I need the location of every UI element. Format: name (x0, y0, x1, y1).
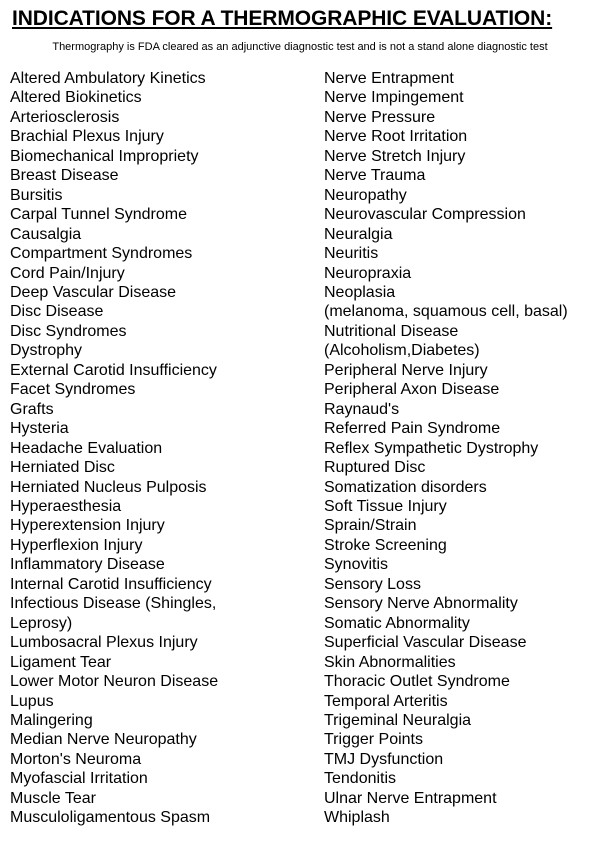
indication-item: Reflex Sympathetic Dystrophy (324, 439, 539, 457)
indication-item: Muscle Tear (10, 789, 96, 807)
indication-item: Lupus (10, 692, 54, 710)
indication-item: Facet Syndromes (10, 381, 136, 399)
indication-item: Lower Motor Neuron Disease (10, 673, 219, 691)
page-title: INDICATIONS FOR A THERMOGRAPHIC EVALUATION: (12, 7, 553, 30)
indication-item: Lumbosacral Plexus Injury (10, 634, 198, 652)
indication-item: Deep Vascular Disease (10, 283, 177, 301)
indication-item: Raynaud's (324, 400, 400, 418)
indication-item: Synovitis (324, 556, 389, 574)
indication-item: Grafts (10, 400, 54, 418)
indication-item: Peripheral Axon Disease (324, 381, 500, 399)
indication-item: Hyperaesthesia (10, 497, 122, 515)
indication-item: Infectious Disease (Shingles, (10, 595, 217, 613)
indication-item: Soft Tissue Injury (324, 497, 447, 515)
indication-item: Peripheral Nerve Injury (324, 361, 488, 379)
indication-item: Neuropathy (324, 186, 407, 204)
indication-item: Altered Biokinetics (10, 89, 142, 107)
indication-item: Neuritis (324, 245, 379, 263)
indication-item: Neuralgia (324, 225, 393, 243)
right-indications-list (324, 69, 596, 828)
indication-item: Thoracic Outlet Syndrome (324, 673, 510, 691)
indication-item: Internal Carotid Insufficiency (10, 575, 212, 593)
indication-item: Hysteria (10, 420, 69, 438)
indication-item: Nutritional Disease (324, 322, 459, 340)
indication-item: Ligament Tear (10, 653, 112, 671)
indication-item: Referred Pain Syndrome (324, 420, 501, 438)
indication-item: Nerve Impingement (324, 89, 464, 107)
indication-item: Ulnar Nerve Entrapment (324, 789, 497, 807)
indication-item: Somatization disorders (324, 478, 487, 496)
disclaimer-subtitle: Thermography is FDA cleared as an adjunctive diagnostic test and is not a stand alone diagnostic test (52, 41, 548, 53)
indication-item: Nerve Trauma (324, 167, 426, 185)
indication-item: Neurovascular Compression (324, 206, 526, 224)
indication-item: Temporal Arteritis (324, 692, 448, 710)
indication-item: Nerve Pressure (324, 108, 436, 126)
indication-item: Sensory Nerve Abnormality (324, 595, 518, 613)
indication-item: Disc Disease (10, 303, 104, 321)
indication-item: Compartment Syndromes (10, 245, 193, 263)
indication-item: Malingering (10, 711, 93, 729)
indication-item: Neuropraxia (324, 264, 412, 282)
indication-item: Tendonitis (324, 770, 397, 788)
left-indications-list (10, 69, 310, 828)
indication-item: Leprosy) (10, 614, 73, 632)
indication-item: Biomechanical Impropriety (10, 147, 199, 165)
indication-item: Musculoligamentous Spasm (10, 809, 211, 827)
indication-item: Stroke Screening (324, 536, 447, 554)
indication-item: (Alcoholism,Diabetes) (324, 342, 480, 360)
indication-item: Headache Evaluation (10, 439, 163, 457)
indication-item: Brachial Plexus Injury (10, 128, 164, 146)
indication-item: Arteriosclerosis (10, 108, 120, 126)
indication-item: Carpal Tunnel Syndrome (10, 206, 187, 224)
indication-item: Disc Syndromes (10, 322, 127, 340)
indication-item: Inflammatory Disease (10, 556, 165, 574)
indication-item: Trigeminal Neuralgia (324, 711, 472, 729)
indication-item: Hyperflexion Injury (10, 536, 143, 554)
indication-item: Trigger Points (324, 731, 423, 749)
indication-item: Nerve Entrapment (324, 70, 454, 87)
indication-item: Somatic Abnormality (324, 614, 470, 632)
indication-item: Sensory Loss (324, 575, 421, 593)
indication-item: Breast Disease (10, 167, 119, 185)
indication-item: Neoplasia (324, 283, 396, 301)
indication-item: Dystrophy (10, 342, 83, 360)
indication-item: Nerve Stretch Injury (324, 147, 466, 165)
indication-item: Bursitis (10, 186, 63, 204)
indication-item: Sprain/Strain (324, 517, 417, 535)
indication-item: External Carotid Insufficiency (10, 361, 217, 379)
indication-item: Hyperextension Injury (10, 517, 165, 535)
indication-item: Altered Ambulatory Kinetics (10, 70, 206, 87)
indication-item: Whiplash (324, 809, 390, 827)
indication-item: Skin Abnormalities (324, 653, 456, 671)
indication-item: Ruptured Disc (324, 459, 426, 477)
indication-item: Morton's Neuroma (10, 750, 142, 768)
indication-item: Myofascial Irritation (10, 770, 148, 788)
indication-item: Superficial Vascular Disease (324, 634, 527, 652)
indication-item: (melanoma, squamous cell, basal) (324, 303, 568, 321)
indication-item: Causalgia (10, 225, 82, 243)
indication-item: Herniated Disc (10, 459, 115, 477)
indication-item: Nerve Root Irritation (324, 128, 468, 146)
indication-item: Cord Pain/Injury (10, 264, 125, 282)
indication-item: Median Nerve Neuropathy (10, 731, 197, 749)
indication-item: TMJ Dysfunction (324, 750, 444, 768)
indication-item: Herniated Nucleus Pulposis (10, 478, 207, 496)
